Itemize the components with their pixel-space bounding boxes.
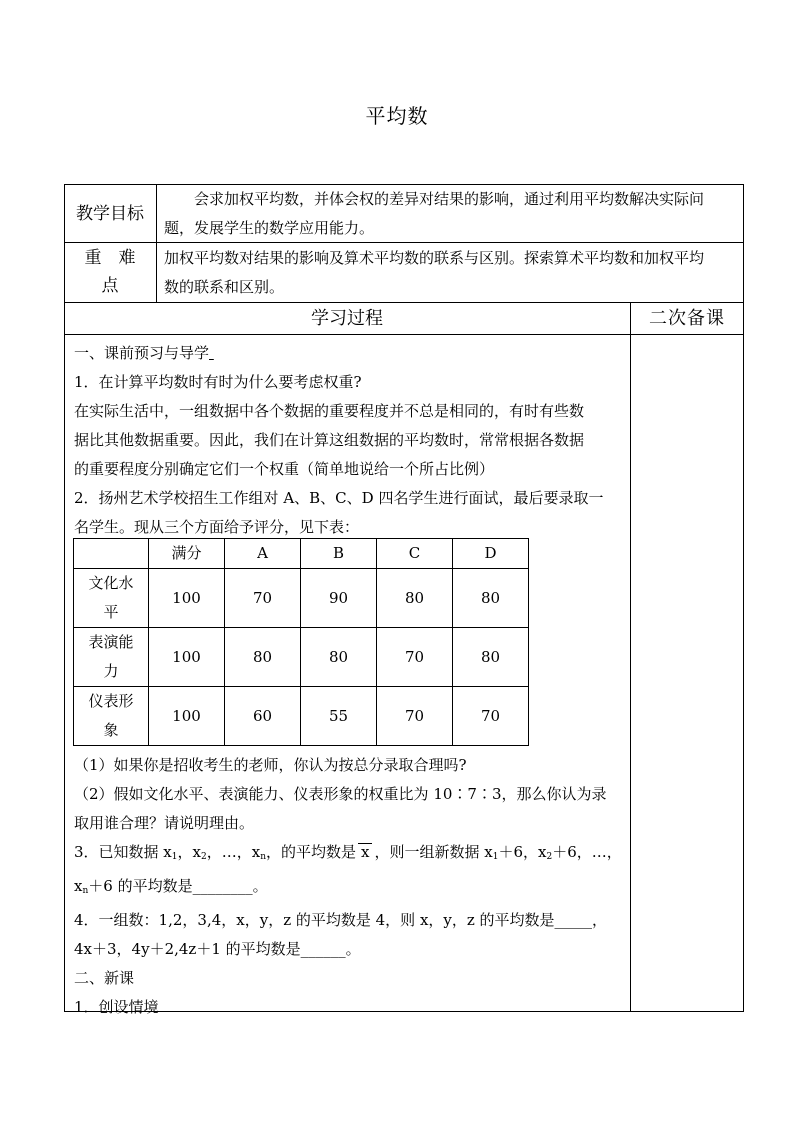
table-cell: 100 bbox=[149, 628, 225, 687]
key-points-line: 数的联系和区别。 bbox=[164, 278, 285, 296]
question-2b-line: 取用谁合理？请说明理由。 bbox=[74, 814, 255, 832]
column-divider bbox=[630, 302, 631, 1012]
table-cell: 60 bbox=[225, 687, 301, 746]
question-2-line: 名学生。现从三个方面给予评分，见下表： bbox=[74, 518, 360, 536]
table-cell: 80 bbox=[453, 628, 529, 687]
process-header: 学习过程 bbox=[311, 308, 383, 329]
score-table bbox=[73, 538, 529, 746]
subscript: 2 bbox=[200, 852, 207, 862]
table-cell: 70 bbox=[377, 628, 453, 687]
table-cell: 70 bbox=[453, 687, 529, 746]
table-header-cell: 满分 bbox=[149, 539, 225, 569]
table-row bbox=[74, 569, 529, 628]
subscript: 1 bbox=[492, 852, 499, 862]
key-points-line: 加权平均数对结果的影响及算术平均数的联系与区别。探索算术平均数和加权平均 bbox=[164, 249, 705, 267]
section1-heading bbox=[74, 339, 626, 368]
subscript: n bbox=[260, 852, 266, 862]
table-header-cell bbox=[74, 539, 149, 569]
section1-content bbox=[74, 339, 626, 542]
objectives-text bbox=[164, 185, 740, 243]
section2-heading: 二、新课 bbox=[74, 969, 135, 987]
table-header-cell: B bbox=[301, 539, 377, 569]
table-header-cell: A bbox=[225, 539, 301, 569]
objectives-line: 题，发展学生的数学应用能力。 bbox=[164, 219, 375, 237]
key-points-label-line: 点 bbox=[101, 276, 119, 296]
q3-text: ，的平均数是 bbox=[265, 843, 356, 861]
question-1: 1．在计算平均数时有时为什么要考虑权重? bbox=[74, 373, 362, 391]
table-cell: 70 bbox=[225, 569, 301, 628]
table-cell: 80 bbox=[377, 569, 453, 628]
subscript: 1 bbox=[171, 852, 178, 862]
answer-1-line: 据比其他数据重要。因此，我们在计算这组数据的平均数时，常常根据各数据 bbox=[74, 431, 585, 449]
question-3-line bbox=[74, 838, 626, 872]
question-3-line bbox=[74, 872, 626, 906]
mean-symbol: x bbox=[358, 843, 372, 860]
key-points-label bbox=[64, 244, 156, 300]
subscript: n bbox=[82, 886, 89, 896]
q3-text: 3．已知数据 x bbox=[74, 843, 172, 861]
question-4-line: 4．一组数：1,2，3,4，x，y，z 的平均数是 4，则 x，y，z 的平均数是_____， bbox=[74, 911, 608, 929]
table-header-cell: C bbox=[377, 539, 453, 569]
objectives-label: 教学目标 bbox=[76, 204, 144, 224]
questions-content bbox=[74, 751, 626, 1022]
row-label-line: 力 bbox=[103, 662, 119, 680]
table-cell: 55 bbox=[301, 687, 377, 746]
secondary-prep-header: 二次备课 bbox=[649, 308, 725, 329]
table-header-cell: D bbox=[453, 539, 529, 569]
table-cell: 80 bbox=[225, 628, 301, 687]
q3-text: ，则一组新数据 x bbox=[374, 843, 493, 861]
q3-text: ＋6，…， bbox=[552, 843, 622, 861]
q3-text: x bbox=[74, 877, 83, 895]
row-label-cell bbox=[74, 569, 149, 628]
page-title: 平均数 bbox=[365, 104, 429, 128]
row-divider bbox=[64, 334, 744, 335]
table-cell: 70 bbox=[377, 687, 453, 746]
question-2a: （1）如果你是招收考生的老师，你认为按总分录取合理吗? bbox=[74, 756, 467, 774]
subscript: 2 bbox=[546, 852, 553, 862]
key-points-text bbox=[164, 244, 740, 302]
table-row bbox=[74, 687, 529, 746]
table-cell: 80 bbox=[453, 569, 529, 628]
score-table-header-row bbox=[74, 539, 529, 569]
row-label-line: 文化水 bbox=[88, 574, 134, 592]
row-label-line: 仪表形 bbox=[88, 692, 134, 710]
table-cell: 100 bbox=[149, 687, 225, 746]
q3-text: ，x bbox=[177, 843, 201, 861]
section2-item: 1．创设情境 bbox=[74, 998, 159, 1016]
row-label-line: 表演能 bbox=[88, 633, 134, 651]
heading-underline-mark bbox=[209, 344, 214, 362]
table-cell: 100 bbox=[149, 569, 225, 628]
q3-text: ，…，x bbox=[206, 843, 261, 861]
section1-heading-text: 一、课前预习与导学 bbox=[74, 344, 210, 362]
question-2b-line: （2）假如文化水平、表演能力、仪表形象的权重比为 10∶7∶3，那么你认为录 bbox=[74, 785, 607, 803]
row-label-line: 象 bbox=[103, 721, 119, 739]
row-label-cell bbox=[74, 687, 149, 746]
question-4-line: 4x＋3，4y＋2,4z＋1 的平均数是______。 bbox=[74, 940, 361, 958]
column-divider bbox=[156, 184, 157, 302]
q3-text: ＋6 的平均数是________。 bbox=[88, 877, 268, 895]
key-points-label-line: 重 难 bbox=[84, 248, 136, 268]
table-row bbox=[74, 628, 529, 687]
q3-text: ＋6，x bbox=[498, 843, 547, 861]
table-cell: 80 bbox=[301, 628, 377, 687]
row-label-line: 平 bbox=[103, 603, 119, 621]
objectives-line: 会求加权平均数，并体会权的差异对结果的影响，通过利用平均数解决实际问 bbox=[194, 190, 705, 208]
row-label-cell bbox=[74, 628, 149, 687]
answer-1-line: 的重要程度分别确定它们一个权重（简单地说给一个所占比例） bbox=[74, 460, 495, 478]
table-cell: 90 bbox=[301, 569, 377, 628]
row-divider bbox=[64, 302, 744, 303]
question-2-line: 2．扬州艺术学校招生工作组对 A、B、C、D 四名学生进行面试，最后要录取一 bbox=[74, 489, 604, 507]
answer-1-line: 在实际生活中，一组数据中各个数据的重要程度并不总是相同的，有时有些数 bbox=[74, 402, 585, 420]
